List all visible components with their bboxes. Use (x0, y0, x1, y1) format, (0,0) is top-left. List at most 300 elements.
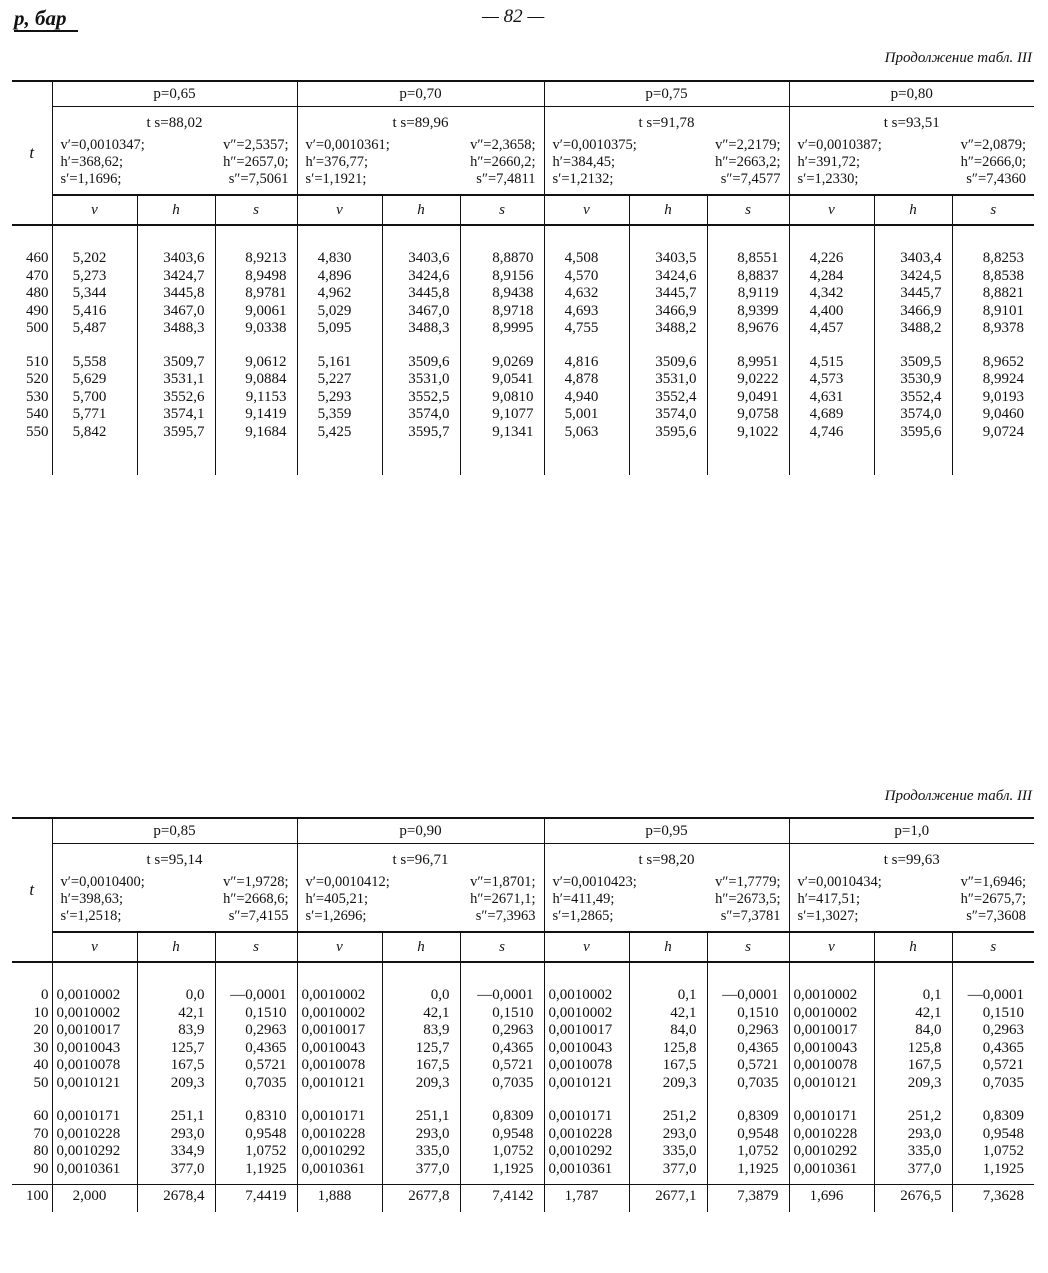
column-header-s: s (460, 195, 544, 225)
h-prime: h′=398,63; (60, 891, 124, 907)
value-cell: 0,0010171 (544, 1108, 629, 1126)
value-cell: 9,0222 (707, 371, 789, 389)
value-cell: 0,8309 (952, 1108, 1034, 1126)
value-cell: 1,1925 (707, 1161, 789, 1179)
temperature-cell: 480 (26, 285, 49, 301)
value-cell: 8,8253 (952, 250, 1034, 268)
table-row (12, 1057, 1034, 1075)
s-prime: s′=1,2330; (797, 171, 859, 187)
value-cell: 3403,6 (382, 250, 460, 268)
value-cell: 3466,9 (629, 303, 707, 321)
value-cell: 0,7035 (952, 1075, 1034, 1093)
value-cell: 5,095 (297, 320, 382, 338)
h-prime: h′=376,77; (305, 154, 369, 170)
value-cell: 4,508 (544, 250, 629, 268)
value-cell: 0,0010171 (789, 1108, 874, 1126)
value-cell: 3488,2 (629, 320, 707, 338)
value-cell: 0,0010228 (52, 1126, 137, 1144)
value-cell: 0,1 (629, 987, 707, 1005)
s-prime: s′=1,2132; (552, 171, 614, 187)
value-cell: 377,0 (382, 1161, 460, 1179)
saturation-properties (790, 872, 1035, 931)
value-cell: 7,3628 (952, 1185, 1034, 1213)
temperature-cell: 90 (33, 1160, 49, 1177)
value-cell: 1,696 (789, 1185, 874, 1213)
temperature-cell: 100 (12, 1185, 52, 1213)
value-cell: 167,5 (629, 1057, 707, 1075)
value-cell: 0,4365 (460, 1040, 544, 1058)
pressure-header: p=0,85 (52, 818, 297, 844)
value-cell: 0,7035 (460, 1075, 544, 1093)
value-cell: 0,0010002 (789, 1005, 874, 1023)
value-cell: 293,0 (629, 1126, 707, 1144)
value-cell: 0,4365 (707, 1040, 789, 1058)
value-cell: 8,9213 (215, 250, 297, 268)
value-cell: 0,0010002 (52, 1005, 137, 1023)
value-cell: 8,9652 (952, 354, 1034, 372)
value-cell: 5,425 (297, 424, 382, 442)
column-header-s: s (707, 195, 789, 225)
value-cell: 3403,5 (629, 250, 707, 268)
value-cell: 0,0010228 (789, 1126, 874, 1144)
value-cell: 3531,0 (629, 371, 707, 389)
value-cell: 0,0010017 (789, 1022, 874, 1040)
steam-table-top (12, 80, 1034, 475)
h-double-prime: h″=2663,2; (715, 154, 781, 170)
v-double-prime: v″=1,8701; (470, 874, 536, 890)
table-row (12, 320, 1034, 338)
temperature-cell: 530 (26, 388, 49, 405)
column-header-s: s (952, 195, 1034, 225)
h-prime: h′=391,72; (797, 154, 861, 170)
value-cell: 5,029 (297, 303, 382, 321)
value-cell: 0,0010017 (544, 1022, 629, 1040)
value-cell: 125,7 (382, 1040, 460, 1058)
saturation-properties (298, 135, 544, 194)
value-cell: 3574,0 (382, 406, 460, 424)
column-header-h: h (137, 932, 215, 962)
value-cell: 8,9156 (460, 268, 544, 286)
saturation-properties (53, 135, 297, 194)
s-prime: s′=1,1696; (60, 171, 122, 187)
table-row (12, 1022, 1034, 1040)
value-cell: 0,0010361 (52, 1161, 137, 1179)
value-cell: 4,570 (544, 268, 629, 286)
value-cell: 3445,7 (874, 285, 952, 303)
table-row (12, 1143, 1034, 1161)
value-cell: 9,0061 (215, 303, 297, 321)
temperature-cell: 490 (26, 302, 49, 319)
value-cell: 167,5 (137, 1057, 215, 1075)
value-cell: 0,0010078 (297, 1057, 382, 1075)
pressure-header: p=0,75 (544, 81, 789, 107)
value-cell: 3595,7 (382, 424, 460, 442)
value-cell: 84,0 (874, 1022, 952, 1040)
table-row (12, 1108, 1034, 1126)
value-cell: 335,0 (874, 1143, 952, 1161)
column-header-h: h (629, 932, 707, 962)
value-cell: 8,8821 (952, 285, 1034, 303)
temperature-cell: 20 (33, 1022, 49, 1038)
saturation-temperature: t s=96,71 (297, 844, 544, 873)
value-cell: 3574,0 (629, 406, 707, 424)
value-cell: 3595,7 (137, 424, 215, 442)
value-cell: 5,273 (52, 268, 137, 286)
value-cell: 3424,5 (874, 268, 952, 286)
s-double-prime: s″=7,3963 (475, 908, 536, 924)
value-cell: 4,226 (789, 250, 874, 268)
h-prime: h′=417,51; (797, 891, 861, 907)
value-cell: —0,0001 (215, 987, 297, 1005)
value-cell: 4,755 (544, 320, 629, 338)
value-cell: 0,0010043 (297, 1040, 382, 1058)
value-cell: 334,9 (137, 1143, 215, 1161)
value-cell: 4,573 (789, 371, 874, 389)
column-header-v: v (789, 932, 874, 962)
value-cell: 3424,7 (137, 268, 215, 286)
value-cell: 0,0010043 (544, 1040, 629, 1058)
value-cell: 5,227 (297, 371, 382, 389)
temperature-cell: 460 (26, 250, 49, 266)
page-header (0, 0, 1048, 40)
corner-label: p, бар (14, 6, 78, 32)
value-cell: 1,0752 (215, 1143, 297, 1161)
value-cell: 377,0 (137, 1161, 215, 1179)
value-cell: 3403,6 (137, 250, 215, 268)
value-cell: 9,1419 (215, 406, 297, 424)
value-cell: 7,3879 (707, 1185, 789, 1213)
value-cell: 0,0010292 (52, 1143, 137, 1161)
value-cell: 4,342 (789, 285, 874, 303)
saturation-temperature: t s=91,78 (544, 107, 789, 136)
value-cell: 0,1510 (952, 1005, 1034, 1023)
table-row (12, 987, 1034, 1005)
v-prime: v′=0,0010412; (305, 874, 390, 890)
saturation-properties (790, 135, 1035, 194)
value-cell: 0,2963 (952, 1022, 1034, 1040)
value-cell: 42,1 (874, 1005, 952, 1023)
table-row (12, 1040, 1034, 1058)
temperature-cell: 70 (33, 1125, 49, 1142)
table-row-final (12, 1185, 1034, 1213)
table-row (12, 1126, 1034, 1144)
value-cell: 251,2 (629, 1108, 707, 1126)
h-prime: h′=405,21; (305, 891, 369, 907)
value-cell: 0,8309 (707, 1108, 789, 1126)
column-header-v: v (52, 195, 137, 225)
value-cell: 9,0810 (460, 389, 544, 407)
value-cell: 9,1022 (707, 424, 789, 442)
value-cell: 8,9995 (460, 320, 544, 338)
page-number: — 82 — (482, 6, 545, 27)
value-cell: 0,0010228 (297, 1126, 382, 1144)
table-row (12, 285, 1034, 303)
value-cell: 0,0010002 (544, 1005, 629, 1023)
value-cell: 5,771 (52, 406, 137, 424)
value-cell: 2678,4 (137, 1185, 215, 1213)
table-row (12, 250, 1034, 268)
value-cell: 5,001 (544, 406, 629, 424)
value-cell: 0,0010017 (52, 1022, 137, 1040)
value-cell: 4,632 (544, 285, 629, 303)
value-cell: 3467,0 (137, 303, 215, 321)
v-prime: v′=0,0010347; (60, 137, 145, 153)
steam-table-bottom (12, 817, 1034, 1212)
value-cell: 0,9548 (952, 1126, 1034, 1144)
column-header-s: s (707, 932, 789, 962)
s-double-prime: s″=7,3781 (720, 908, 781, 924)
value-cell: 3530,9 (874, 371, 952, 389)
v-prime: v′=0,0010375; (552, 137, 637, 153)
column-header-h: h (382, 195, 460, 225)
column-header-v: v (52, 932, 137, 962)
value-cell: 9,0724 (952, 424, 1034, 442)
value-cell: 0,0010171 (297, 1108, 382, 1126)
value-cell: 0,7035 (707, 1075, 789, 1093)
value-cell: 9,0338 (215, 320, 297, 338)
value-cell: 5,202 (52, 250, 137, 268)
value-cell: 251,2 (874, 1108, 952, 1126)
column-header-s: s (952, 932, 1034, 962)
value-cell: 0,0010002 (52, 987, 137, 1005)
value-cell: 0,0 (382, 987, 460, 1005)
v-double-prime: v″=1,6946; (960, 874, 1027, 890)
value-cell: 293,0 (137, 1126, 215, 1144)
value-cell: 8,9924 (952, 371, 1034, 389)
value-cell: 3552,4 (629, 389, 707, 407)
v-prime: v′=0,0010423; (552, 874, 637, 890)
value-cell: 1,0752 (707, 1143, 789, 1161)
value-cell: 251,1 (137, 1108, 215, 1126)
s-prime: s′=1,2696; (305, 908, 367, 924)
value-cell: 5,293 (297, 389, 382, 407)
value-cell: 7,4142 (460, 1185, 544, 1213)
value-cell: 3509,7 (137, 354, 215, 372)
value-cell: 3466,9 (874, 303, 952, 321)
value-cell: 0,0010078 (52, 1057, 137, 1075)
value-cell: 1,888 (297, 1185, 382, 1213)
value-cell: 8,9119 (707, 285, 789, 303)
value-cell: 209,3 (137, 1075, 215, 1093)
value-cell: 9,0491 (707, 389, 789, 407)
value-cell: 3531,0 (382, 371, 460, 389)
value-cell: 4,689 (789, 406, 874, 424)
value-cell: 0,0010002 (297, 1005, 382, 1023)
value-cell: 0,2963 (460, 1022, 544, 1040)
value-cell: 8,9378 (952, 320, 1034, 338)
temperature-cell: 550 (26, 423, 49, 440)
value-cell: 8,8551 (707, 250, 789, 268)
table-row (12, 1075, 1034, 1093)
value-cell: 125,8 (629, 1040, 707, 1058)
value-cell: 1,0752 (952, 1143, 1034, 1161)
value-cell: 4,878 (544, 371, 629, 389)
value-cell: —0,0001 (952, 987, 1034, 1005)
value-cell: 1,0752 (460, 1143, 544, 1161)
column-header-v: v (544, 195, 629, 225)
column-header-s: s (215, 195, 297, 225)
pressure-header: p=0,90 (297, 818, 544, 844)
value-cell: 5,063 (544, 424, 629, 442)
value-cell: 0,0010017 (297, 1022, 382, 1040)
value-cell: 4,962 (297, 285, 382, 303)
column-header-v: v (297, 195, 382, 225)
value-cell: 9,0269 (460, 354, 544, 372)
value-cell: 5,558 (52, 354, 137, 372)
value-cell: 0,7035 (215, 1075, 297, 1093)
value-cell: 209,3 (382, 1075, 460, 1093)
value-cell: 83,9 (382, 1022, 460, 1040)
value-cell: —0,0001 (460, 987, 544, 1005)
h-double-prime: h″=2657,0; (223, 154, 289, 170)
column-header-v: v (789, 195, 874, 225)
value-cell: 9,1341 (460, 424, 544, 442)
v-double-prime: v″=1,7779; (715, 874, 781, 890)
value-cell: 0,5721 (952, 1057, 1034, 1075)
value-cell: 0,1510 (460, 1005, 544, 1023)
value-cell: 3488,2 (874, 320, 952, 338)
value-cell: 0,1510 (707, 1005, 789, 1023)
v-prime: v′=0,0010361; (305, 137, 390, 153)
continuation-note-bottom: Продолжение табл. III (884, 788, 1032, 804)
t-column-header: t (12, 818, 52, 962)
value-cell: 0,2963 (707, 1022, 789, 1040)
table-row (12, 1161, 1034, 1179)
s-double-prime: s″=7,5061 (228, 171, 289, 187)
value-cell: 83,9 (137, 1022, 215, 1040)
value-cell: 3424,6 (382, 268, 460, 286)
value-cell: 0,0010361 (789, 1161, 874, 1179)
value-cell: 125,8 (874, 1040, 952, 1058)
temperature-cell: 40 (33, 1057, 49, 1073)
t-column-header: t (12, 81, 52, 225)
value-cell: 0,0010121 (544, 1075, 629, 1093)
value-cell: 0,0010002 (544, 987, 629, 1005)
value-cell: 209,3 (874, 1075, 952, 1093)
value-cell: 3595,6 (874, 424, 952, 442)
value-cell: 3509,5 (874, 354, 952, 372)
value-cell: 2677,1 (629, 1185, 707, 1213)
h-double-prime: h″=2673,5; (715, 891, 781, 907)
value-cell: 0,0010043 (52, 1040, 137, 1058)
value-cell: 3445,8 (382, 285, 460, 303)
value-cell: 0,9548 (707, 1126, 789, 1144)
value-cell: 7,4419 (215, 1185, 297, 1213)
temperature-cell: 500 (26, 320, 49, 336)
value-cell: 0,1 (874, 987, 952, 1005)
value-cell: 0,0010292 (297, 1143, 382, 1161)
pressure-header: p=1,0 (789, 818, 1034, 844)
value-cell: 5,161 (297, 354, 382, 372)
value-cell: 0,2963 (215, 1022, 297, 1040)
value-cell: 9,1684 (215, 424, 297, 442)
value-cell: 0,0010228 (544, 1126, 629, 1144)
value-cell: 0,0010043 (789, 1040, 874, 1058)
value-cell: 9,0884 (215, 371, 297, 389)
column-header-v: v (544, 932, 629, 962)
value-cell: 293,0 (874, 1126, 952, 1144)
table-row (12, 303, 1034, 321)
s-prime: s′=1,2518; (60, 908, 122, 924)
value-cell: 42,1 (382, 1005, 460, 1023)
value-cell: 5,487 (52, 320, 137, 338)
value-cell: 9,0460 (952, 406, 1034, 424)
temperature-cell: 80 (33, 1143, 49, 1159)
temperature-cell: 540 (26, 406, 49, 422)
table-row (12, 406, 1034, 424)
value-cell: 0,5721 (707, 1057, 789, 1075)
saturation-temperature: t s=88,02 (52, 107, 297, 136)
v-double-prime: v″=2,0879; (960, 137, 1027, 153)
temperature-cell: 60 (33, 1108, 49, 1124)
value-cell: 0,0 (137, 987, 215, 1005)
value-cell: 4,816 (544, 354, 629, 372)
table-row (12, 354, 1034, 372)
value-cell: 2,000 (52, 1185, 137, 1213)
value-cell: 0,4365 (952, 1040, 1034, 1058)
v-prime: v′=0,0010434; (797, 874, 882, 890)
value-cell: 4,896 (297, 268, 382, 286)
value-cell: 335,0 (629, 1143, 707, 1161)
value-cell: 9,0541 (460, 371, 544, 389)
value-cell: 293,0 (382, 1126, 460, 1144)
value-cell: 0,8309 (460, 1108, 544, 1126)
value-cell: 0,1510 (215, 1005, 297, 1023)
table-row (12, 268, 1034, 286)
value-cell: 3424,6 (629, 268, 707, 286)
h-double-prime: h″=2666,0; (960, 154, 1027, 170)
saturation-temperature: t s=99,63 (789, 844, 1034, 873)
saturation-temperature: t s=89,96 (297, 107, 544, 136)
value-cell: 0,4365 (215, 1040, 297, 1058)
value-cell: 2677,8 (382, 1185, 460, 1213)
value-cell: 167,5 (874, 1057, 952, 1075)
pressure-header: p=0,65 (52, 81, 297, 107)
temperature-cell: 510 (26, 353, 49, 370)
s-double-prime: s″=7,4577 (720, 171, 781, 187)
value-cell: 1,1925 (215, 1161, 297, 1179)
value-cell: 0,0010361 (297, 1161, 382, 1179)
v-double-prime: v″=2,5357; (223, 137, 289, 153)
value-cell: 8,9101 (952, 303, 1034, 321)
value-cell: 8,9498 (215, 268, 297, 286)
value-cell: 5,700 (52, 389, 137, 407)
value-cell: 1,1925 (952, 1161, 1034, 1179)
value-cell: 0,0010121 (789, 1075, 874, 1093)
value-cell: 4,830 (297, 250, 382, 268)
temperature-cell: 470 (26, 267, 49, 284)
temperature-cell: 10 (33, 1004, 49, 1021)
s-prime: s′=1,2865; (552, 908, 614, 924)
value-cell: 0,0010078 (544, 1057, 629, 1075)
v-double-prime: v″=2,2179; (715, 137, 781, 153)
column-header-h: h (874, 932, 952, 962)
value-cell: 3509,6 (382, 354, 460, 372)
value-cell: 1,787 (544, 1185, 629, 1213)
pressure-header: p=0,80 (789, 81, 1034, 107)
column-header-h: h (382, 932, 460, 962)
value-cell: 0,9548 (460, 1126, 544, 1144)
value-cell: 9,0193 (952, 389, 1034, 407)
value-cell: 3552,5 (382, 389, 460, 407)
value-cell: 0,0010121 (52, 1075, 137, 1093)
value-cell: 3552,4 (874, 389, 952, 407)
saturation-properties (545, 872, 789, 931)
value-cell: 8,8538 (952, 268, 1034, 286)
column-header-h: h (874, 195, 952, 225)
value-cell: 0,0010121 (297, 1075, 382, 1093)
temperature-cell: 50 (33, 1074, 49, 1091)
